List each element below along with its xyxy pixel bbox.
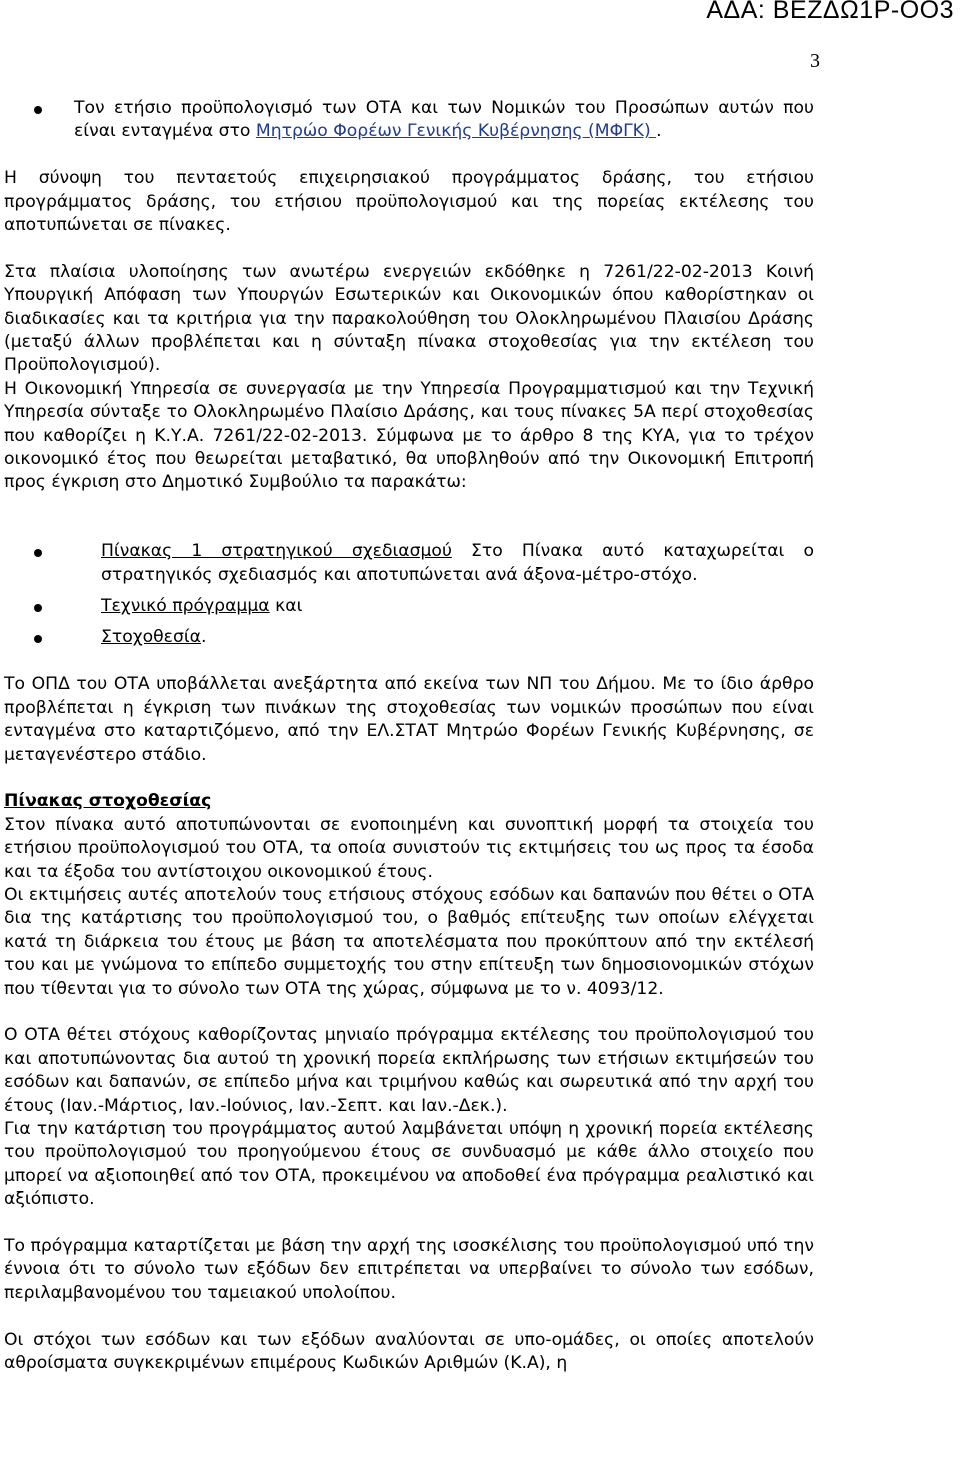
list-item-text: . — [201, 627, 207, 648]
page-number: 3 — [810, 50, 820, 72]
paragraph-kya: Στα πλαίσια υλοποίησης των ανωτέρω ενεργειών εκδόθηκε η 7261/22-02-2013 Κοινή Υπουργική Απόφαση των Υπουργών Εσωτερικών και Οικονομικών όπου καθορίστηκαν οι διαδικασίες και τα κριτήρια για την παρακολούθηση του Ολοκληρωμένου Πλαισίου Δράσης (μεταξύ άλλων προβλέπεται και η σύνταξη πίνακα στοχοθεσίας για την εκτέλεση του Προϋπολογισμού). — [4, 261, 814, 376]
paragraph-table-desc: Στον πίνακα αυτό αποτυπώνονται σε ενοποιημένη και συνοπτική μορφή τα στοιχεία του ετήσιου προϋπολογισμού του ΟΤΑ, τα οποία συνιστούν τις εκτιμήσεις του ως προς τα έσοδα και τα έξοδα του αντίστοιχου οικονομικού έτους. — [4, 814, 814, 882]
bullet-text-end: . — [656, 121, 662, 142]
bullet-text: Τον ετήσιο προϋπολογισμό των ΟΤΑ και των Νομικών του Προσώπων αυτών που είναι ενταγμένα στο — [74, 98, 814, 142]
list-item — [4, 540, 814, 587]
paragraph-estimates: Οι εκτιμήσεις αυτές αποτελούν τους ετήσιους στόχους εσόδων και δαπανών που θέτει ο ΟΤΑ δια της κατάρτισης του προϋπολογισμού του, ο βαθμός επίτευξης των οποίων ελέγχεται κατά τη διάρκεια του έτους με βάση τα αποτελέσματα που προκύπτουν από την εκτέλεσή του και με γνώμονα το επίπεδο συμμετοχής του στην επίτευξη των δημοσιονομικών στόχων που τίθενται για το σύνολο των ΟΤΑ της χώρας, σύμφωνα με το ν. 4093/12. — [4, 884, 814, 999]
list-item-text: και — [269, 596, 303, 617]
ada-code: ΑΔΑ: ΒΕΖΔΩ1Ρ-ΟΟ3 — [706, 0, 954, 24]
paragraph-summary: Η σύνοψη του πενταετούς επιχειρησιακού προγράμματος δράσης, του ετήσιου προγράμματος δράσης, του ετήσιου προϋπολογισμού και της πορείας εκτέλεσης του αποτυπώνεται σε πίνακες. — [4, 168, 814, 236]
list-item-text: Στο Πίνακα αυτό καταχωρείται ο στρατηγικός σχεδιασμός και αποτυπώνεται ανά άξονα-μέτρο-στόχο. — [101, 541, 814, 585]
paragraph-preparation: Για την κατάρτιση του προγράμματος αυτού λαμβάνεται υπόψη η χρονική πορεία εκτέλεσης του προϋπολογισμού του προηγούμενου έτους σε συνδυασμό με κάθε άλλο στοιχείο που μπορεί να αξιοποιηθεί από τον ΟΤΑ, προκειμένου να αποδοθεί ένα πρόγραμμα ρεαλιστικό και αξιόπιστο. — [4, 1118, 814, 1210]
paragraph-monthly-program: Ο ΟΤΑ θέτει στόχους καθορίζοντας μηνιαίο πρόγραμμα εκτέλεσης του προϋπολογισμού του και αποτυπώνοντας δια αυτού τη χρονική πορεία εκπλήρωσης των ετήσιων εκτιμήσεών του εσόδων και δαπανών, σε επίπεδο μήνα και τριμήνου καθώς και σωρευτικά από την αρχή του έτους (Ιαν.-Μάρτιος, Ιαν.-Ιούνιος, Ιαν.-Σεπτ. και Ιαν.-Δεκ.). — [4, 1025, 814, 1116]
document-body — [4, 97, 814, 1375]
list-item-title: Τεχνικό πρόγραμμα — [101, 596, 270, 617]
paragraph-balance: Το πρόγραμμα καταρτίζεται με βάση την αρχή της ισοσκέλισης του προϋπολογισμού υπό την έννοια ότι το σύνολο των εξόδων δεν επιτρέπεται να υπερβαίνει το σύνολο των εσόδων, περιλαμβανομένου του ταμειακού υπολοίπου. — [4, 1235, 814, 1303]
paragraph-subgroups: Οι στόχοι των εσόδων και των εξόδων αναλύονται σε υπο-ομάδες, οι οποίες αποτελούν αθροίσματα συγκεκριμένων επιμέρους Κωδικών Αριθμών (Κ.Α), η — [4, 1329, 814, 1373]
paragraph-opd: Το ΟΠΔ του ΟΤΑ υποβάλλεται ανεξάρτητα από εκείνα των ΝΠ του Δήμου. Με το ίδιο άρθρο προβλέπεται η έγκριση των πινάκων της στοχοθεσίας των νομικών προσώπων που είναι ενταγμένα στο καταρτιζόμενο, από την ΕΛ.ΣΤΑΤ Μητρώο Φορέων Γενικής Κυβέρνησης, σε μεταγενέστερο στάδιο. — [4, 674, 814, 765]
paragraph-services: Η Οικονομική Υπηρεσία σε συνεργασία με την Υπηρεσία Προγραμματισμού και την Τεχνική Υπηρεσία σύνταξε το Ολοκληρωμένο Πλαίσιο Δράσης, και τους πίνακες 5Α περί στοχοθεσίας που καθορίζει η Κ.Υ.Α. 7261/22-02-2013. Σύμφωνα με το άρθρο 8 της ΚΥΑ, για το τρέχον οικονομικό έτος που θεωρείται μεταβατικό, θα υποβληθούν από την Οικονομική Επιτροπή προς έγκριση στο Δημοτικό Συμβούλιο τα παρακάτω: — [4, 378, 814, 493]
list-item — [4, 97, 814, 144]
section-title: Πίνακας στοχοθεσίας — [4, 791, 212, 812]
top-bullet-list — [4, 97, 814, 144]
list-item-title: Πίνακας 1 στρατηγικού σχεδιασμού — [101, 541, 452, 562]
list-item — [4, 626, 814, 649]
approval-list — [4, 540, 814, 650]
list-item — [4, 595, 814, 618]
list-item-title: Στοχοθεσία — [101, 627, 202, 648]
mfgk-link[interactable]: Μητρώο Φορέων Γενικής Κυβέρνησης (ΜΦΓΚ) — [255, 121, 657, 142]
